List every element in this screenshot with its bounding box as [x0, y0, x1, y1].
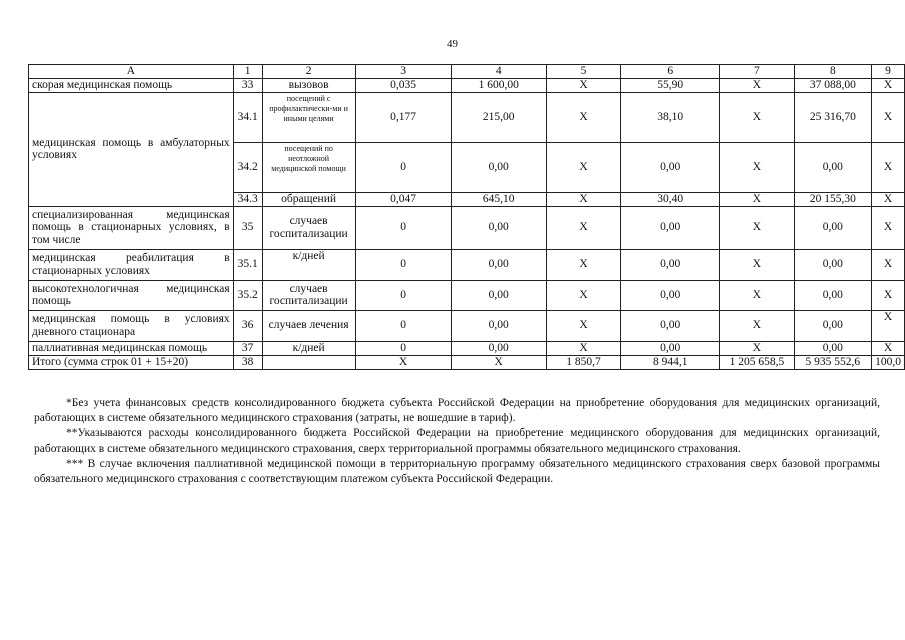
cell-col5: X: [546, 280, 620, 310]
cell-col7: X: [720, 78, 794, 92]
page-number: 49: [447, 38, 458, 50]
cell-col9: X: [872, 78, 905, 92]
cell-col7: X: [720, 310, 794, 341]
cell-col3: 0: [355, 206, 451, 249]
row-unit: посещений по неотложной медицинской помощи: [262, 142, 355, 192]
cell-col7: X: [720, 341, 794, 355]
header-cell: 9: [872, 65, 905, 79]
header-cell: 7: [720, 65, 794, 79]
row-unit: посещений с профилактически-ми и иными целями: [262, 92, 355, 142]
cell-col7: X: [720, 192, 794, 206]
table-row: [29, 206, 905, 249]
cell-col9: X: [872, 341, 905, 355]
cell-col9: X: [872, 310, 905, 341]
row-code: 34.2: [233, 142, 262, 192]
cell-col8: 37 088,00: [794, 78, 871, 92]
cell-col5: X: [546, 310, 620, 341]
cell-col8: 25 316,70: [794, 92, 871, 142]
cell-col4: 1 600,00: [451, 78, 546, 92]
header-cell: 8: [794, 65, 871, 79]
cell-col4: 0,00: [451, 206, 546, 249]
table-row: [29, 280, 905, 310]
row-code: 38: [233, 355, 262, 369]
cell-col3: 0: [355, 142, 451, 192]
cell-col4: 0,00: [451, 142, 546, 192]
footnote: *** В случае включения паллиативной медицинской помощи в территориальную программу обязательного медицинского страхования сверх базовой программы обязательного медицинского страхования с соответствующим платежом субъекта Российской Федерации.: [34, 457, 880, 485]
cell-col8: 0,00: [794, 206, 871, 249]
row-label: Итого (сумма строк 01 + 15+20): [29, 355, 234, 369]
header-row: [29, 65, 905, 79]
table-row: [29, 249, 905, 280]
cell-col8: 0,00: [794, 142, 871, 192]
row-label: паллиативная медицинская помощь: [29, 341, 234, 355]
cell-col6: 8 944,1: [621, 355, 720, 369]
cell-col5: X: [546, 341, 620, 355]
cell-col4: X: [451, 355, 546, 369]
row-code: 36: [233, 310, 262, 341]
cell-col3: 0: [355, 310, 451, 341]
row-code: 34.1: [233, 92, 262, 142]
cell-col7: X: [720, 142, 794, 192]
header-cell: 3: [355, 65, 451, 79]
cell-col9: 100,0: [872, 355, 905, 369]
row-code: 35.2: [233, 280, 262, 310]
cell-col6: 38,10: [621, 92, 720, 142]
cell-col6: 0,00: [621, 310, 720, 341]
header-cell: 5: [546, 65, 620, 79]
header-cell: 1: [233, 65, 262, 79]
cell-col9: X: [872, 206, 905, 249]
cell-col8: 0,00: [794, 310, 871, 341]
row-code: 35: [233, 206, 262, 249]
row-unit: к/дней: [262, 249, 355, 280]
cell-col3: 0,047: [355, 192, 451, 206]
row-unit: обращений: [262, 192, 355, 206]
cell-col5: X: [546, 78, 620, 92]
row-unit: случаев госпитализации: [262, 280, 355, 310]
cell-col9: X: [872, 92, 905, 142]
cell-col9: X: [872, 192, 905, 206]
cell-col5: X: [546, 92, 620, 142]
cell-col5: X: [546, 206, 620, 249]
header-cell: А: [29, 65, 234, 79]
cell-col6: 0,00: [621, 142, 720, 192]
table-row-total: [29, 355, 905, 369]
cell-col7: X: [720, 92, 794, 142]
table-row: [29, 92, 905, 142]
header-cell: 4: [451, 65, 546, 79]
row-label: скорая медицинская помощь: [29, 78, 234, 92]
cell-col3: 0: [355, 341, 451, 355]
cell-col7: X: [720, 249, 794, 280]
footnote: **Указываются расходы консолидированного бюджета Российской Федерации на приобретение медицинского оборудования для медицинских организаций, работающих в системе обязательного медицинского страхования, сверх территориальной программы обязательного медицинского страхования.: [34, 427, 880, 455]
header-cell: 2: [262, 65, 355, 79]
row-label: специализированная медицинская помощь в стационарных условиях, в том числе: [29, 206, 234, 249]
row-label: медицинская помощь в амбулаторных условиях: [29, 92, 234, 206]
cell-col8: 5 935 552,6: [794, 355, 871, 369]
cell-col3: 0,035: [355, 78, 451, 92]
cell-col4: 0,00: [451, 249, 546, 280]
row-code: 37: [233, 341, 262, 355]
cell-col4: 0,00: [451, 341, 546, 355]
cell-col8: 0,00: [794, 280, 871, 310]
row-code: 34.3: [233, 192, 262, 206]
cell-col6: 0,00: [621, 341, 720, 355]
row-unit: к/дней: [262, 341, 355, 355]
row-unit: вызовов: [262, 78, 355, 92]
header-cell: 6: [621, 65, 720, 79]
cell-col3: 0: [355, 280, 451, 310]
cell-col6: 0,00: [621, 249, 720, 280]
row-unit: случаев госпитализации: [262, 206, 355, 249]
cell-col9: X: [872, 142, 905, 192]
row-label: медицинская реабилитация в стационарных условиях: [29, 249, 234, 280]
cost-table: [28, 64, 905, 370]
footnotes: [34, 396, 880, 487]
cell-col6: 30,40: [621, 192, 720, 206]
cell-col4: 215,00: [451, 92, 546, 142]
cell-col3: 0: [355, 249, 451, 280]
cell-col8: 20 155,30: [794, 192, 871, 206]
cell-col8: 0,00: [794, 341, 871, 355]
cell-col3: 0,177: [355, 92, 451, 142]
cell-col5: 1 850,7: [546, 355, 620, 369]
cell-col4: 0,00: [451, 310, 546, 341]
table-row: [29, 78, 905, 92]
cell-col4: 645,10: [451, 192, 546, 206]
row-label: высокотехнологичная медицинская помощь: [29, 280, 234, 310]
row-unit: случаев лечения: [262, 310, 355, 341]
row-code: 33: [233, 78, 262, 92]
cell-col6: 0,00: [621, 206, 720, 249]
row-label: медицинская помощь в условиях дневного стационара: [29, 310, 234, 341]
cell-col9: X: [872, 280, 905, 310]
cell-col3: X: [355, 355, 451, 369]
cell-col8: 0,00: [794, 249, 871, 280]
cell-col6: 0,00: [621, 280, 720, 310]
cell-col9: X: [872, 249, 905, 280]
cell-col5: X: [546, 249, 620, 280]
cell-col7: 1 205 658,5: [720, 355, 794, 369]
cell-col7: X: [720, 280, 794, 310]
row-code: 35.1: [233, 249, 262, 280]
footnote: *Без учета финансовых средств консолидированного бюджета субъекта Российской Федерации на приобретение оборудования для медицинских организаций, работающих в системе обязательного медицинского страхования (затраты, не вошедшие в тариф).: [34, 397, 880, 425]
row-unit: [262, 355, 355, 369]
cell-col4: 0,00: [451, 280, 546, 310]
cell-col5: X: [546, 142, 620, 192]
cell-col5: X: [546, 192, 620, 206]
cell-col6: 55,90: [621, 78, 720, 92]
table-row: [29, 310, 905, 341]
table-row: [29, 341, 905, 355]
cell-col7: X: [720, 206, 794, 249]
